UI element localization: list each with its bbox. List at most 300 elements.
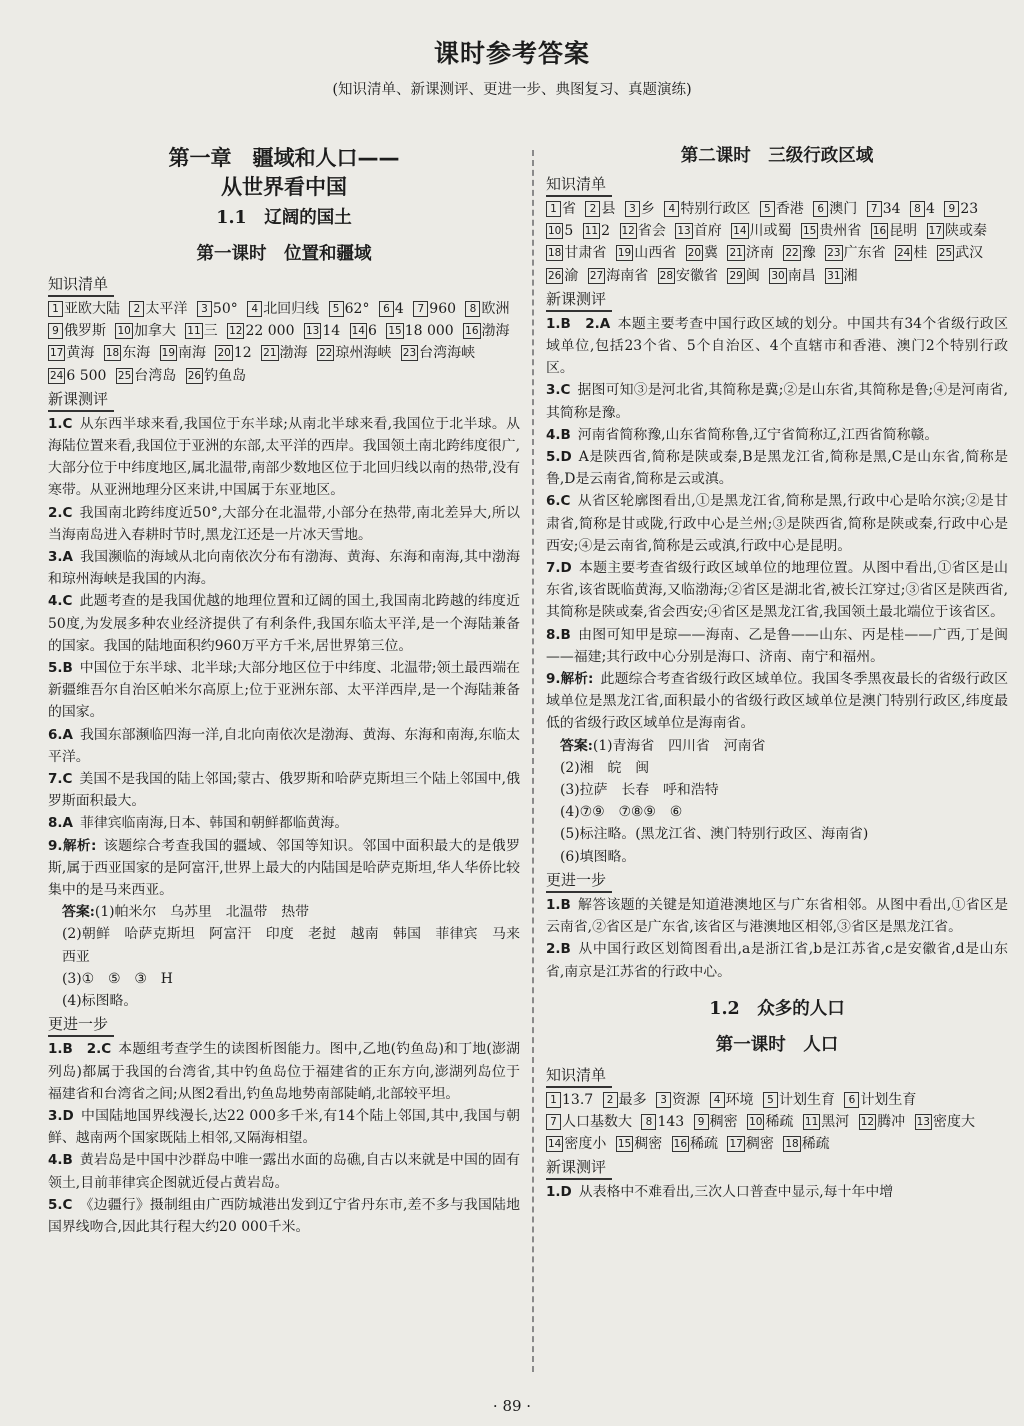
knowledge-item	[413, 301, 456, 317]
new-lesson-test-answers	[48, 413, 520, 901]
item-answer: 6 500	[66, 367, 107, 384]
explanation-text: 我国东部濒临四海一洋,自北向南依次是渤海、黄海、东海和南海,东临太平洋。	[48, 726, 520, 765]
knowledge-item	[261, 345, 307, 361]
knowledge-item	[386, 323, 453, 339]
answer-paragraph	[48, 546, 520, 590]
item-answer: 22 000	[245, 323, 295, 340]
question-number: 4.C	[48, 593, 73, 610]
item-number-box: 3	[656, 1092, 671, 1108]
item-number-box: 5	[763, 1092, 778, 1108]
item-answer: 桂	[913, 245, 928, 262]
answer-paragraph	[48, 413, 520, 502]
item-number-box: 23	[827, 247, 841, 260]
explanation-text: 由图可知甲是琼——海南、乙是鲁——山东、丙是桂——广西,丁是闽——福建;其行政中心分别是海口、济南、南宁和福州。	[546, 626, 1008, 665]
explanation-text: 据图可知③是河北省,其简称是冀;②是山东省,其简称是鲁;④是河南省,其简称是豫。	[546, 382, 1008, 421]
knowledge-item	[694, 1114, 738, 1130]
item-number-box: 21	[729, 247, 743, 260]
answer-label: 答案:(1)帕米尔 乌苏里 北温带 热带	[62, 904, 310, 921]
knowledge-item	[731, 223, 791, 239]
answer-paragraph	[48, 1038, 520, 1105]
item-answer: 贵州省	[819, 223, 862, 240]
item-number-box: 15	[802, 225, 817, 238]
item-number-box: 2	[129, 301, 144, 317]
knowledge-item	[48, 323, 106, 339]
column-divider	[532, 150, 534, 1372]
question-number: 1.C	[48, 415, 73, 432]
knowledge-list-label: 知识清单	[546, 1065, 612, 1088]
item-answer: 陕或秦	[945, 223, 988, 240]
item-answer: 豫	[801, 245, 816, 262]
new-lesson-test-answers	[546, 313, 1008, 735]
explanation-text: 中国陆地国界线漫长,达22 000多千米,有14个陆上邻国,其中,我国与朝鲜、越南两个国家既陆上相邻,又隔海相望。	[48, 1107, 520, 1147]
item-answer: 北回归线	[263, 301, 320, 317]
knowledge-item	[620, 223, 666, 239]
answer-paragraph	[48, 812, 520, 834]
knowledge-item	[546, 245, 606, 261]
item-answer: 62°	[344, 301, 370, 317]
item-number-box: 10	[117, 325, 131, 338]
item-answer: 甘肃省	[564, 245, 607, 262]
item-number-box: 12	[860, 1115, 875, 1128]
item-number-box: 6	[379, 301, 394, 317]
knowledge-list-label: 知识清单	[546, 174, 612, 197]
knowledge-item	[895, 245, 927, 261]
knowledge-item	[48, 301, 120, 317]
question-number: 1.B 2.A	[546, 315, 611, 332]
knowledge-item	[844, 1092, 916, 1108]
answer-paragraph	[546, 490, 1008, 557]
item-answer: 省会	[637, 223, 666, 240]
item-answer: 稀疏	[801, 1136, 830, 1153]
knowledge-item	[603, 1092, 647, 1108]
item-number-box: 14	[351, 325, 365, 338]
item-number-box: 22	[318, 347, 333, 360]
knowledge-list	[546, 1089, 1008, 1156]
item-answer: 密度小	[564, 1136, 607, 1153]
knowledge-item	[672, 1136, 718, 1152]
item-number-box: 29	[729, 269, 743, 282]
item-answer: 钓鱼岛	[204, 367, 247, 384]
item-answer: 渝	[564, 267, 579, 284]
knowledge-item	[625, 201, 655, 217]
answer-paragraph	[48, 768, 520, 812]
knowledge-item	[825, 268, 857, 284]
item-answer: 密度大	[932, 1113, 975, 1130]
item-number-box: 24	[896, 247, 911, 260]
chapter-title-line2: 从世界看中国	[221, 175, 347, 199]
item-number-box: 4	[247, 301, 262, 317]
new-lesson-test-answers	[546, 1181, 1008, 1203]
chapter-title-line1: 第一章 疆域和人口——	[168, 146, 400, 170]
item-answer: 960	[429, 301, 457, 317]
question-number: 6.A	[48, 726, 73, 743]
question-number: 7.C	[48, 771, 73, 788]
knowledge-item	[871, 223, 917, 239]
item-number-box: 19	[161, 347, 176, 360]
knowledge-item	[783, 245, 815, 261]
answer-line: (4)标图略。	[62, 993, 138, 1010]
new-lesson-test-label: 新课测评	[546, 289, 612, 312]
knowledge-item	[48, 368, 106, 384]
knowledge-item	[227, 323, 294, 339]
item-answer: 34	[882, 201, 901, 217]
item-answer: 澳门	[829, 201, 858, 217]
item-answer: 太平洋	[145, 301, 188, 317]
item-number-box: 10	[548, 225, 562, 238]
answer-paragraph	[48, 502, 520, 546]
item-answer: 18 000	[404, 323, 454, 340]
item-answer: 计划生育	[778, 1091, 835, 1108]
item-number-box: 23	[402, 347, 417, 360]
knowledge-item	[727, 1136, 773, 1152]
knowledge-item	[769, 268, 815, 284]
item-number-box: 12	[621, 225, 635, 238]
further-step-answers	[546, 894, 1008, 983]
item-answer: 冀	[704, 245, 719, 262]
item-number-box: 16	[465, 325, 479, 338]
question-number: 4.B	[48, 1152, 73, 1169]
item-answer: 欧洲	[481, 301, 510, 317]
knowledge-item	[588, 268, 648, 284]
knowledge-item	[937, 245, 983, 261]
knowledge-item	[104, 345, 150, 361]
explanation-text: 从表格中不难看出,三次人口普查中显示,每十年中增	[578, 1184, 894, 1201]
question-number: 2.C	[48, 504, 73, 521]
item-answer: 23	[960, 201, 979, 217]
item-answer: 资源	[672, 1091, 701, 1108]
further-step-answers	[48, 1038, 520, 1238]
item-answer: 东海	[122, 345, 151, 362]
item-answer: 13.7	[562, 1091, 594, 1108]
item-number-box: 26	[548, 269, 562, 282]
knowledge-list	[48, 298, 520, 387]
explanation-text: 本题主要考查省级行政区域单位的地理位置。从图中看出,①省区是山东省,该省既临黄海,又临渤海;②省区是湖北省,被长江穿过;③省区是陕西省,其简称是陕或秦,省会西安;④省区是黑龙江省,我国领土最北端位于该省区。	[546, 560, 1008, 621]
item-number-box: 30	[771, 269, 785, 282]
item-number-box: 13	[305, 325, 320, 338]
item-answer: 稀疏	[690, 1136, 719, 1153]
item-answer: 安徽省	[676, 267, 719, 284]
item-answer: 济南	[745, 245, 774, 262]
item-number-box: 8	[910, 201, 925, 217]
knowledge-item	[656, 1092, 700, 1108]
item-answer: 腾冲	[877, 1113, 906, 1130]
knowledge-item	[686, 245, 718, 261]
item-number-box: 1	[48, 301, 63, 317]
question-number: 1.B 2.C	[48, 1041, 112, 1058]
item-number-box: 11	[187, 325, 201, 338]
item-answer: 50°	[212, 301, 238, 317]
question-number: 3.A	[48, 549, 73, 566]
item-answer: 省	[562, 201, 576, 217]
item-number-box: 20	[687, 247, 702, 260]
item-answer: 加拿大	[133, 323, 176, 340]
item-answer: 特别行政区	[680, 201, 751, 217]
item-answer: 6	[367, 323, 377, 340]
knowledge-item	[859, 1114, 905, 1130]
knowledge-item	[116, 368, 176, 384]
item-number-box: 11	[804, 1115, 819, 1128]
further-step-label: 更进一步	[48, 1014, 114, 1037]
item-number-box: 16	[673, 1138, 688, 1151]
item-answer: 最多	[618, 1091, 647, 1108]
item-number-box: 5	[329, 301, 344, 317]
item-number-box: 9	[694, 1114, 709, 1130]
item-answer: 稠密	[745, 1136, 774, 1153]
item-number-box: 14	[733, 225, 747, 238]
item-answer: 湘	[843, 267, 858, 284]
answer-paragraph	[546, 1181, 1008, 1203]
lesson-title: 第一课时 位置和疆域	[196, 244, 372, 264]
item-answer: 俄罗斯	[64, 323, 106, 340]
answer-line: (6)填图略。	[560, 848, 636, 865]
item-number-box: 2	[603, 1092, 618, 1108]
question-number: 3.C	[546, 382, 571, 399]
knowledge-item	[710, 1092, 754, 1108]
question-number: 2.B	[546, 941, 571, 958]
explanation-text: 美国不是我国的陆上邻国;蒙古、俄罗斯和哈萨克斯坦三个陆上邻国中,俄罗斯面积最大。	[48, 771, 520, 810]
item-number-box: 25	[117, 369, 132, 382]
knowledge-item	[763, 1092, 835, 1108]
question-number: 5.C	[48, 1196, 73, 1213]
knowledge-item	[915, 1114, 975, 1130]
knowledge-item	[825, 245, 885, 261]
knowledge-item	[546, 201, 576, 217]
item-answer: 南海	[178, 345, 207, 362]
item-answer: 亚欧大陆	[64, 301, 120, 317]
knowledge-item	[727, 268, 759, 284]
explanation-text: 从中国行政区划简图看出,a是浙江省,b是江苏省,c是安徽省,d是山东省,南京是江苏省的行政中心。	[546, 941, 1008, 980]
item-number-box: 2	[585, 201, 600, 217]
answer-line: (2)朝鲜 哈萨克斯坦 阿富汗 印度 老挝 越南 韩国 菲律宾 马来西亚	[62, 926, 520, 965]
item-answer: 稠密	[709, 1113, 738, 1130]
item-number-box: 14	[548, 1138, 562, 1151]
knowledge-item	[546, 1092, 593, 1108]
item-answer: 12	[233, 345, 252, 362]
item-answer: 环境	[725, 1091, 754, 1108]
page-subtitle: (知识清单、新课测评、更进一步、典图复习、真题演练)	[332, 82, 692, 98]
section-title: 1.2 众多的人口	[709, 998, 845, 1019]
answer-paragraph	[546, 313, 1008, 380]
explanation-text: 此题考查的是我国优越的地理位置和辽阔的国土,我国南北跨越的纬度近50度,为发展多种农业经济提供了有利条件,我国东临太平洋,是一个海陆兼备的国家。我国的陆地面积约960万平方千米,居世界第三位。	[48, 593, 520, 654]
item-number-box: 10	[749, 1115, 763, 1128]
item-answer: 4	[926, 201, 935, 217]
item-number-box: 11	[584, 225, 599, 238]
item-number-box: 17	[50, 347, 64, 360]
answer-paragraph	[546, 557, 1008, 624]
item-number-box: 5	[760, 201, 775, 217]
item-answer: 琼州海峡	[335, 345, 392, 362]
knowledge-item	[197, 301, 238, 317]
answer-paragraph	[48, 1194, 520, 1238]
explanation-text: 从省区轮廓图看出,①是黑龙江省,简称是黑,行政中心是哈尔滨;②是甘肃省,简称是甘或陇,行政中心是兰州;③是陕西省,简称是陕或秦,行政中心是西安;④是云南省,简称是云或滇,行政中心是昆明。	[546, 493, 1008, 554]
question-number: 3.D	[48, 1107, 74, 1124]
explanation-text: 我国濒临的海域从北向南依次分布有渤海、黄海、东海和南海,其中渤海和琼州海峡是我国的内海。	[48, 549, 520, 588]
item-answer: 4	[394, 301, 404, 317]
knowledge-item	[867, 201, 901, 217]
knowledge-item	[616, 245, 676, 261]
knowledge-item	[247, 301, 319, 317]
item-answer: 稀疏	[765, 1113, 794, 1130]
answer-line: (5)标注略。(黑龙江省、澳门特别行政区、海南省)	[560, 826, 869, 843]
knowledge-item	[760, 201, 804, 217]
explanation-text: 菲律宾临南海,日本、韩国和朝鲜都临黄海。	[79, 815, 349, 832]
knowledge-item	[546, 1136, 606, 1152]
item-answer: 三	[203, 323, 218, 340]
question-number: 1.D	[546, 1184, 572, 1201]
item-number-box: 13	[677, 225, 691, 238]
item-answer: 14	[322, 323, 341, 340]
item-number-box: 18	[548, 247, 562, 260]
item-number-box: 24	[50, 369, 64, 382]
item-number-box: 18	[105, 347, 120, 360]
answer-block	[546, 735, 1008, 868]
item-number-box: 9	[48, 323, 63, 339]
knowledge-item	[463, 323, 509, 339]
item-number-box: 22	[785, 247, 799, 260]
page-title: 课时参考答案	[433, 39, 590, 68]
answer-paragraph	[546, 668, 1008, 735]
item-answer: 台湾岛	[134, 367, 177, 384]
answer-paragraph	[48, 590, 520, 657]
knowledge-item	[115, 323, 175, 339]
section-title: 1.1 辽阔的国土	[216, 208, 352, 228]
item-number-box: 21	[263, 347, 277, 360]
answer-paragraph	[48, 657, 520, 724]
knowledge-item	[160, 345, 206, 361]
item-number-box: 8	[641, 1114, 656, 1130]
answer-paragraph	[546, 894, 1008, 938]
page-number: · 89 ·	[492, 1397, 532, 1415]
knowledge-item	[129, 301, 187, 317]
knowledge-item	[546, 1114, 632, 1130]
item-number-box: 17	[729, 1138, 743, 1151]
right-column	[546, 144, 1008, 1204]
knowledge-item	[801, 223, 861, 239]
explanation-text: 该题综合考查我国的疆域、邻国等知识。邻国中面积最大的是俄罗斯,属于西亚国家的是阿富汗,世界上最大的内陆国是哈萨克斯坦,华人华侨比较集中的是马来西亚。	[48, 837, 520, 899]
item-answer: 闽	[745, 267, 760, 284]
answer-paragraph	[546, 424, 1008, 446]
item-answer: 川或蜀	[749, 223, 792, 240]
knowledge-item	[546, 223, 573, 239]
item-answer: 渤海	[481, 323, 510, 340]
answer-paragraph	[546, 446, 1008, 490]
item-answer: 黑河	[821, 1113, 850, 1130]
question-number: 8.A	[48, 815, 73, 832]
knowledge-item	[944, 201, 978, 217]
knowledge-item	[379, 301, 404, 317]
item-number-box: 12	[229, 325, 243, 338]
question-number: 7.D	[546, 560, 572, 577]
explanation-text: 黄岩岛是中国中沙群岛中唯一露出水面的岛礁,自古以来就是中国的固有领土,目前菲律宾企图就近侵占黄岩岛。	[48, 1152, 520, 1191]
knowledge-list-label: 知识清单	[48, 274, 114, 297]
item-number-box: 31	[827, 269, 841, 282]
item-number-box: 1	[546, 201, 561, 217]
knowledge-item	[747, 1114, 793, 1130]
knowledge-item	[48, 345, 94, 361]
item-number-box: 15	[617, 1138, 632, 1151]
item-number-box: 1	[546, 1092, 561, 1108]
knowledge-item	[616, 1136, 662, 1152]
item-answer: 武汉	[955, 245, 984, 262]
item-number-box: 16	[872, 225, 887, 238]
item-number-box: 3	[625, 201, 640, 217]
lesson-title: 第一课时 人口	[715, 1034, 839, 1055]
item-answer: 广东省	[843, 245, 886, 262]
item-number-box: 7	[413, 301, 428, 317]
knowledge-item	[585, 201, 615, 217]
answer-line: (3)拉萨 长春 呼和浩特	[560, 782, 719, 799]
knowledge-item	[910, 201, 935, 217]
item-number-box: 25	[938, 247, 953, 260]
knowledge-item	[329, 301, 370, 317]
item-answer: 昆明	[889, 223, 918, 240]
knowledge-item	[304, 323, 340, 339]
knowledge-list	[546, 198, 1008, 287]
item-answer: 渤海	[279, 345, 308, 362]
explanation-text: 此题综合考查省级行政区域单位。我国冬季黑夜最长的省级行政区域单位是黑龙江省,面积最小的省级行政区域单位是澳门特别行政区,纬度最低的省级行政区域单位是海南省。	[546, 671, 1008, 732]
knowledge-item	[465, 301, 509, 317]
answer-paragraph	[546, 379, 1008, 423]
explanation-text: 本题组考查学生的读图析图能力。图中,乙地(钓鱼岛)和丁地(澎湖列岛)都属于我国的台湾省,其中钓鱼岛位于福建省的正东方向,澎湖列岛位于福建省和台湾省之间;从图2看出,钓鱼岛地势南部陡峭,北部较平坦。	[48, 1041, 520, 1102]
answer-paragraph	[48, 835, 520, 902]
question-number: 5.B	[48, 660, 73, 677]
explanation-text: 中国位于东半球、北半球;大部分地区位于中纬度、北温带;领土最西端在新疆维吾尔自治区帕米尔高原上;位于亚洲东部、太平洋西岸,是一个海陆兼备的国家。	[48, 660, 520, 721]
question-number: 9.解析:	[546, 671, 594, 688]
item-answer: 143	[657, 1113, 685, 1130]
item-number-box: 19	[617, 247, 632, 260]
item-answer: 5	[564, 223, 574, 240]
left-column	[48, 144, 520, 1238]
item-answer: 稠密	[634, 1136, 663, 1153]
item-number-box: 6	[844, 1092, 859, 1108]
question-number: 1.B	[546, 896, 571, 913]
answer-paragraph	[546, 624, 1008, 668]
item-number-box: 27	[589, 269, 604, 282]
explanation-text: 我国南北跨纬度近50°,大部分在北温带,小部分在热带,南北差异大,所以当海南岛进入春耕时节时,黑龙江还是一片冰天雪地。	[48, 504, 520, 543]
knowledge-item	[186, 368, 246, 384]
item-number-box: 18	[785, 1138, 799, 1151]
answer-paragraph	[48, 724, 520, 768]
knowledge-item	[727, 245, 773, 261]
knowledge-item	[317, 345, 391, 361]
answer-label: 答案:(1)青海省 四川省 河南省	[560, 737, 766, 754]
item-number-box: 3	[197, 301, 212, 317]
item-number-box: 20	[217, 347, 231, 360]
answer-line: (3)① ⑤ ③ H	[62, 970, 173, 987]
knowledge-item	[583, 223, 610, 239]
knowledge-item	[350, 323, 377, 339]
explanation-text: 《边疆行》摄制组由广西防城港出发到辽宁省丹东市,差不多与我国陆地国界线吻合,因此其行程大约20 000千米。	[48, 1196, 520, 1235]
item-number-box: 15	[388, 325, 402, 338]
item-number-box: 7	[867, 201, 882, 217]
explanation-text: A是陕西省,简称是陕或秦,B是黑龙江省,简称是黑,C是山东省,简称是鲁,D是云南省,简称是云或滇。	[546, 449, 1008, 488]
item-number-box: 4	[710, 1092, 725, 1108]
knowledge-item	[401, 345, 475, 361]
item-number-box: 9	[944, 201, 959, 217]
answer-paragraph	[48, 1105, 520, 1149]
item-number-box: 7	[546, 1114, 561, 1130]
explanation-text: 解答该题的关键是知道港澳地区与广东省相邻。从图中看出,①省区是云南省,②省区是广东省,该省区与港澳地区相邻,③省区是黑龙江省。	[546, 896, 1008, 936]
item-answer: 山西省	[634, 245, 677, 262]
knowledge-item	[675, 223, 721, 239]
item-number-box: 4	[664, 201, 679, 217]
question-number: 4.B	[546, 426, 571, 443]
knowledge-item	[813, 201, 857, 217]
answer-line: (2)湘 皖 闽	[560, 759, 650, 776]
question-number: 5.D	[546, 449, 572, 466]
knowledge-item	[783, 1136, 829, 1152]
item-answer: 台湾海峡	[419, 345, 476, 362]
